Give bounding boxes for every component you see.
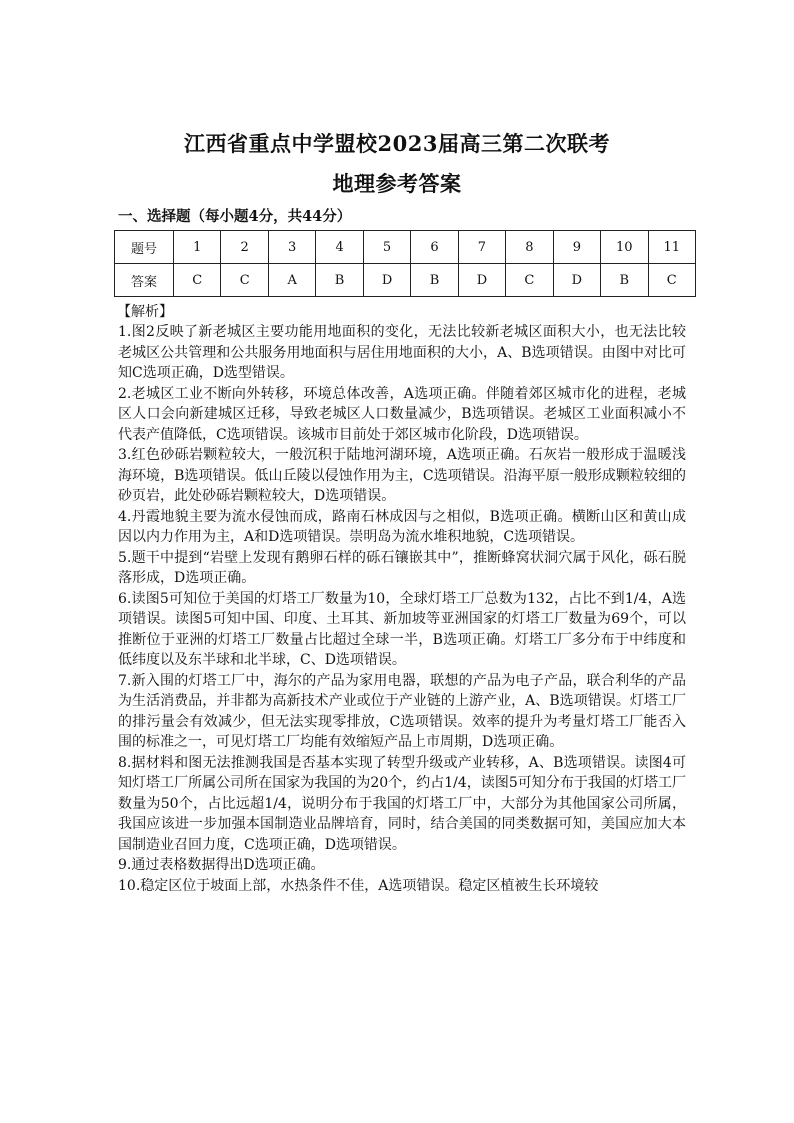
answer-table: [114, 230, 696, 297]
answer-cell: B: [316, 264, 363, 297]
question-number-cell: 9: [553, 231, 600, 264]
question-number-cell: 8: [506, 231, 553, 264]
table-row-answers: [115, 264, 696, 297]
question-number-cell: 11: [648, 231, 695, 264]
answer-cell: B: [411, 264, 458, 297]
answer-cell: C: [221, 264, 268, 297]
answer-cell: C: [174, 264, 221, 297]
document-subtitle: 地理参考答案: [332, 171, 462, 196]
analysis-item-2: 2.老城区工业不断向外转移，环境总体改善，A选项正确。伴随着郊区城市化的进程，老城区人口会向新建城区迁移，导致老城区人口数量减少，B选项错误。老城区工业面积减小不代表产值降低，C选项错误。该城市目前处于郊区城市化阶段，D选项错误。: [118, 385, 686, 443]
analysis-body: [118, 322, 686, 896]
answer-cell: B: [601, 264, 648, 297]
question-number-cell: 3: [268, 231, 315, 264]
analysis-item-7: 7.新入围的灯塔工厂中，海尔的产品为家用电器，联想的产品为电子产品，联合利华的产品为生活消费品，并非都为高新技术产业或位于产业链的上游产业，A、B选项错误。灯塔工厂的排污量会有效减少，但无法实现零排放，C选项错误。效率的提升为考量灯塔工厂能否入围的标准之一，可见灯塔工厂均能有效缩短产品上市周期，D选项正确。: [118, 672, 686, 750]
table-row-numbers: [115, 231, 696, 264]
question-number-cell: 10: [601, 231, 648, 264]
analysis-item-5: 5.题干中提到“岩壁上发现有鹅卵石样的砾石镶嵌其中”，推断蜂窝状洞穴属于风化，砾石脱落形成，D选项正确。: [118, 549, 686, 586]
answer-cell: C: [648, 264, 695, 297]
question-number-cell: 1: [174, 231, 221, 264]
analysis-item-9: 9.通过表格数据得出D选项正确。: [118, 857, 325, 873]
analysis-item-1: 1.图2反映了新老城区主要功能用地面积的变化，无法比较新老城区面积大小，也无法比较老城区公共管理和公共服务用地面积与居住用地面积的大小，A、B选项错误。由图中对比可知C选项正确，D选型错误。: [118, 324, 686, 381]
answer-cell: D: [553, 264, 600, 297]
question-number-cell: 2: [221, 231, 268, 264]
analysis-item-6: 6.读图5可知位于美国的灯塔工厂数量为10，全球灯塔工厂总数为132，占比不到1/4，A选项错误。读图5可知中国、印度、土耳其、新加坡等亚洲国家的灯塔工厂数量为69个，可以推断位于亚洲的灯塔工厂数量占比超过全球一半，B选项正确。灯塔工厂多分布于中纬度和低纬度以及东半球和北半球，C、D选项错误。: [118, 590, 686, 668]
answer-cell: A: [268, 264, 315, 297]
question-number-cell: 7: [458, 231, 505, 264]
row-label-number: 题号: [115, 231, 174, 264]
answer-cell: D: [458, 264, 505, 297]
row-label-answer: 答案: [115, 264, 174, 297]
document-title: 江西省重点中学盟校2023届高三第二次联考: [184, 131, 610, 156]
analysis-item-8: 8.据材料和图无法推测我国是否基本实现了转型升级或产业转移，A、B选项错误。读图4可知灯塔工厂所属公司所在国家为我国的为20个，约占1/4，读图5可知分布于我国的灯塔工厂数量为50个，占比远超1/4，说明分布于我国的灯塔工厂中，大部分为其他国家公司所属，我国应该进一步加强本国制造业品牌培育，同时，结合美国的同类数据可知，美国应加大本国制造业召回力度，C选项正确，D选项错误。: [118, 754, 686, 853]
question-number-cell: 5: [363, 231, 410, 264]
question-number-cell: 4: [316, 231, 363, 264]
question-number-cell: 6: [411, 231, 458, 264]
section-heading-choice: 一、选择题（每小题4分，共44分）: [118, 208, 352, 225]
answer-cell: D: [363, 264, 410, 297]
analysis-item-3: 3.红色砂砾岩颗粒较大，一般沉积于陆地河湖环境，A选项正确。石灰岩一般形成于温暖浅海环境，B选项错误。低山丘陵以侵蚀作用为主，C选项错误。沿海平原一般形成颗粒较细的砂页岩，此处砂砾岩颗粒较大，D选项错误。: [118, 447, 686, 504]
analysis-label: 【解析】: [117, 304, 173, 320]
answer-cell: C: [506, 264, 553, 297]
analysis-item-10: 10.稳定区位于坡面上部，水热条件不佳，A选项错误。稳定区植被生长环境较: [118, 877, 599, 894]
analysis-item-4: 4.丹霞地貌主要为流水侵蚀而成，路南石林成因与之相似，B选项正确。横断山区和黄山成因以内力作用为主，A和D选项错误。崇明岛为流水堆积地貌，C选项错误。: [118, 508, 686, 545]
